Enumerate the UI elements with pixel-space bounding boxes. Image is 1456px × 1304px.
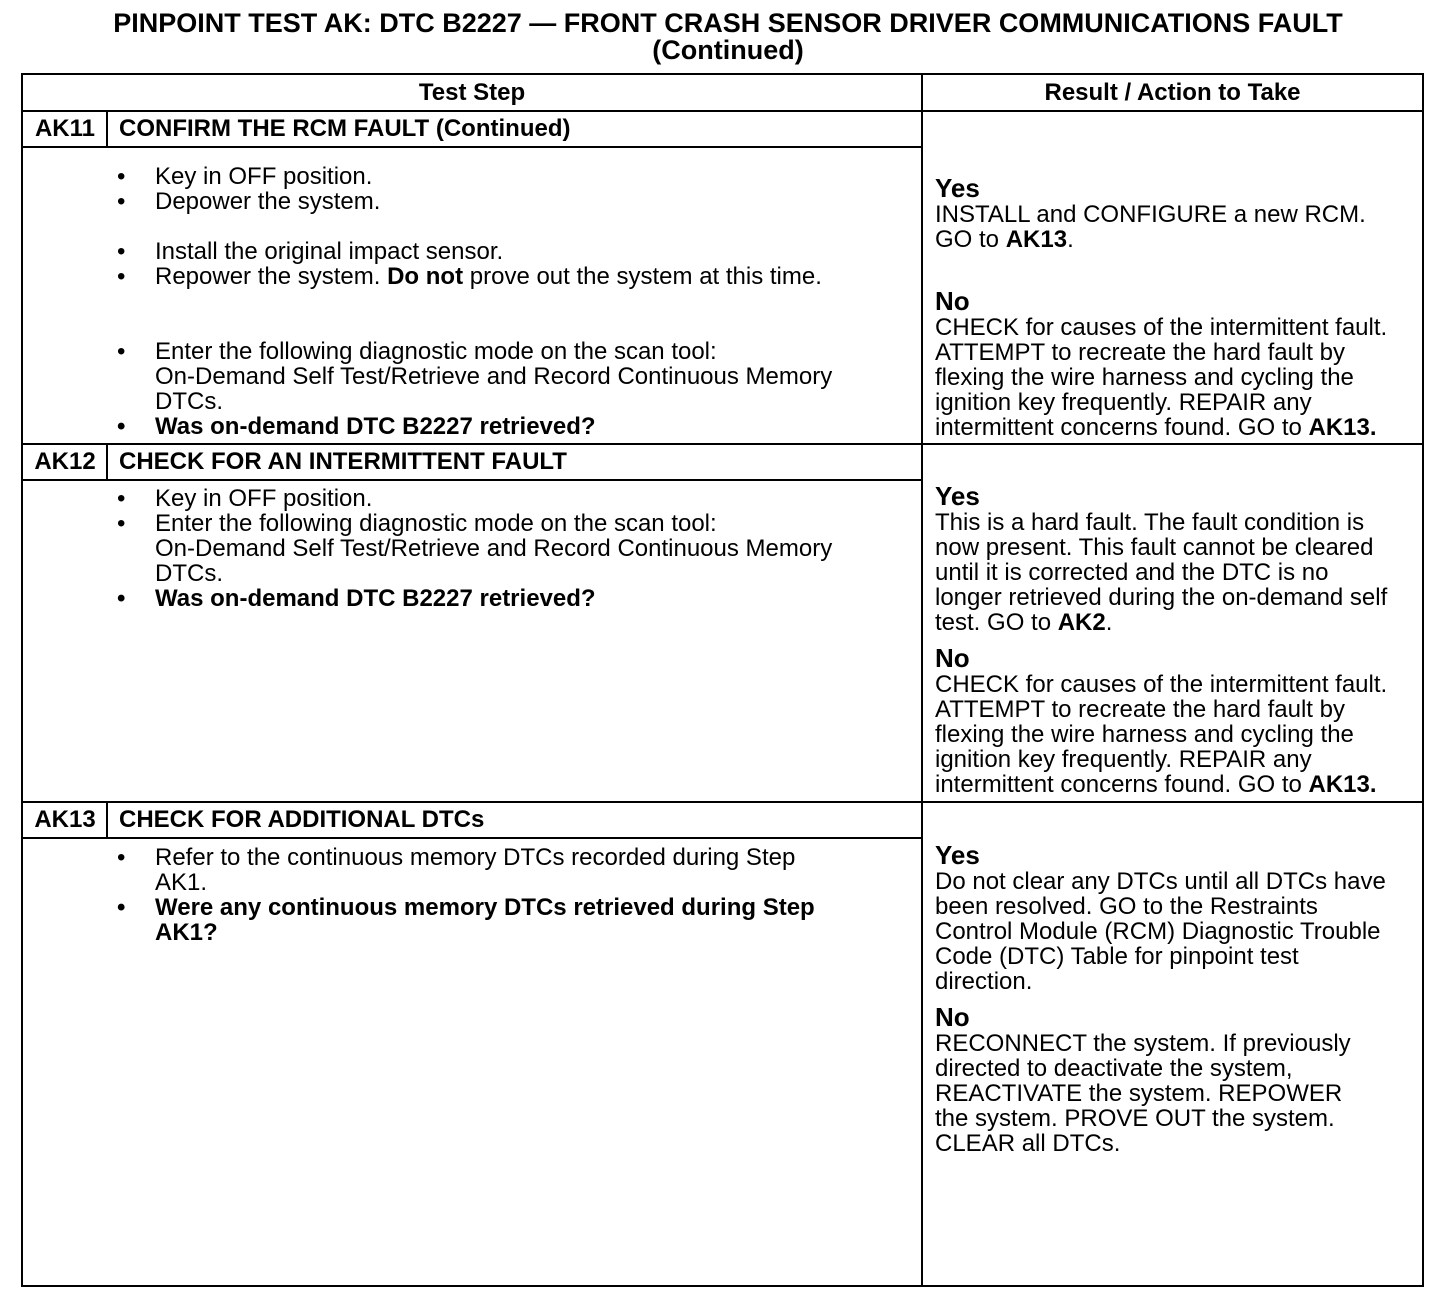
list-item: • Key in OFF position. xyxy=(117,486,917,511)
step-id-ak13: AK13 xyxy=(34,806,96,833)
yes-label: Yes xyxy=(935,173,980,203)
step-instructions-ak12 xyxy=(117,486,917,611)
result-ak13 xyxy=(935,842,1423,1156)
pinpoint-test-table xyxy=(21,73,1424,1287)
list-item: • Install the original impact sensor. xyxy=(117,239,917,264)
list-item: • Depower the system. xyxy=(117,189,917,214)
no-label: No xyxy=(935,286,970,316)
yes-action: INSTALL and CONFIGURE a new RCM. GO to AK13. xyxy=(935,201,1366,253)
list-item: • Was on-demand DTC B2227 retrieved? xyxy=(117,586,917,611)
result-ak11 xyxy=(935,175,1423,440)
yes-action: This is a hard fault. The fault condition is now present. This fault cannot be cleared until it is corrected and the DTC is no longer retrieved during the on-demand self test. GO to AK2. xyxy=(935,509,1388,636)
step-id-ak11: AK11 xyxy=(34,115,96,142)
page-subtitle: (Continued) xyxy=(652,35,804,65)
page-title: PINPOINT TEST AK: DTC B2227 — FRONT CRASH SENSOR DRIVER COMMUNICATIONS FAULT xyxy=(113,8,1343,38)
no-label: No xyxy=(935,1002,970,1032)
step-id-ak12: AK12 xyxy=(34,448,96,475)
no-label: No xyxy=(935,643,970,673)
no-action: RECONNECT the system. If previously directed to deactivate the system, REACTIVATE the system. REPOWER the system. PROVE OUT the system. CLEAR all DTCs. xyxy=(935,1030,1351,1157)
result-ak12 xyxy=(935,483,1423,797)
header-result: Result / Action to Take xyxy=(1044,79,1301,106)
list-item: • Repower the system. Do not prove out the system at this time. xyxy=(117,264,917,289)
list-item: • Was on-demand DTC B2227 retrieved? xyxy=(117,414,917,439)
header-test-step: Test Step xyxy=(418,79,526,106)
yes-label: Yes xyxy=(935,481,980,511)
step-instructions-ak13 xyxy=(117,845,917,945)
no-action: CHECK for causes of the intermittent fault. ATTEMPT to recreate the hard fault by flexing the wire harness and cycling the ignition key frequently. REPAIR any intermittent concerns found. GO to AK13. xyxy=(935,671,1388,798)
step-title-ak13: CHECK FOR ADDITIONAL DTCs xyxy=(119,806,485,833)
step-instructions-ak11 xyxy=(117,164,917,439)
step-title-ak12: CHECK FOR AN INTERMITTENT FAULT xyxy=(119,448,567,475)
step-title-ak11: CONFIRM THE RCM FAULT (Continued) xyxy=(119,115,571,142)
list-item: • Refer to the continuous memory DTCs recorded during Step AK1. xyxy=(117,845,917,895)
list-item: • Key in OFF position. xyxy=(117,164,917,189)
list-item: • Were any continuous memory DTCs retrieved during Step AK1? xyxy=(117,895,917,945)
yes-action: Do not clear any DTCs until all DTCs have been resolved. GO to the Restraints Control Module (RCM) Diagnostic Trouble Code (DTC) Table for pinpoint test direction. xyxy=(935,868,1386,995)
yes-label: Yes xyxy=(935,840,980,870)
no-action: CHECK for causes of the intermittent fault. ATTEMPT to recreate the hard fault by flexing the wire harness and cycling the ignition key frequently. REPAIR any intermittent concerns found. GO to AK13. xyxy=(935,314,1388,441)
list-item: • Enter the following diagnostic mode on the scan tool: On-Demand Self Test/Retrieve and Record Continuous Memory DTCs. xyxy=(117,511,917,586)
list-item: • Enter the following diagnostic mode on the scan tool: On-Demand Self Test/Retrieve and Record Continuous Memory DTCs. xyxy=(117,339,917,414)
